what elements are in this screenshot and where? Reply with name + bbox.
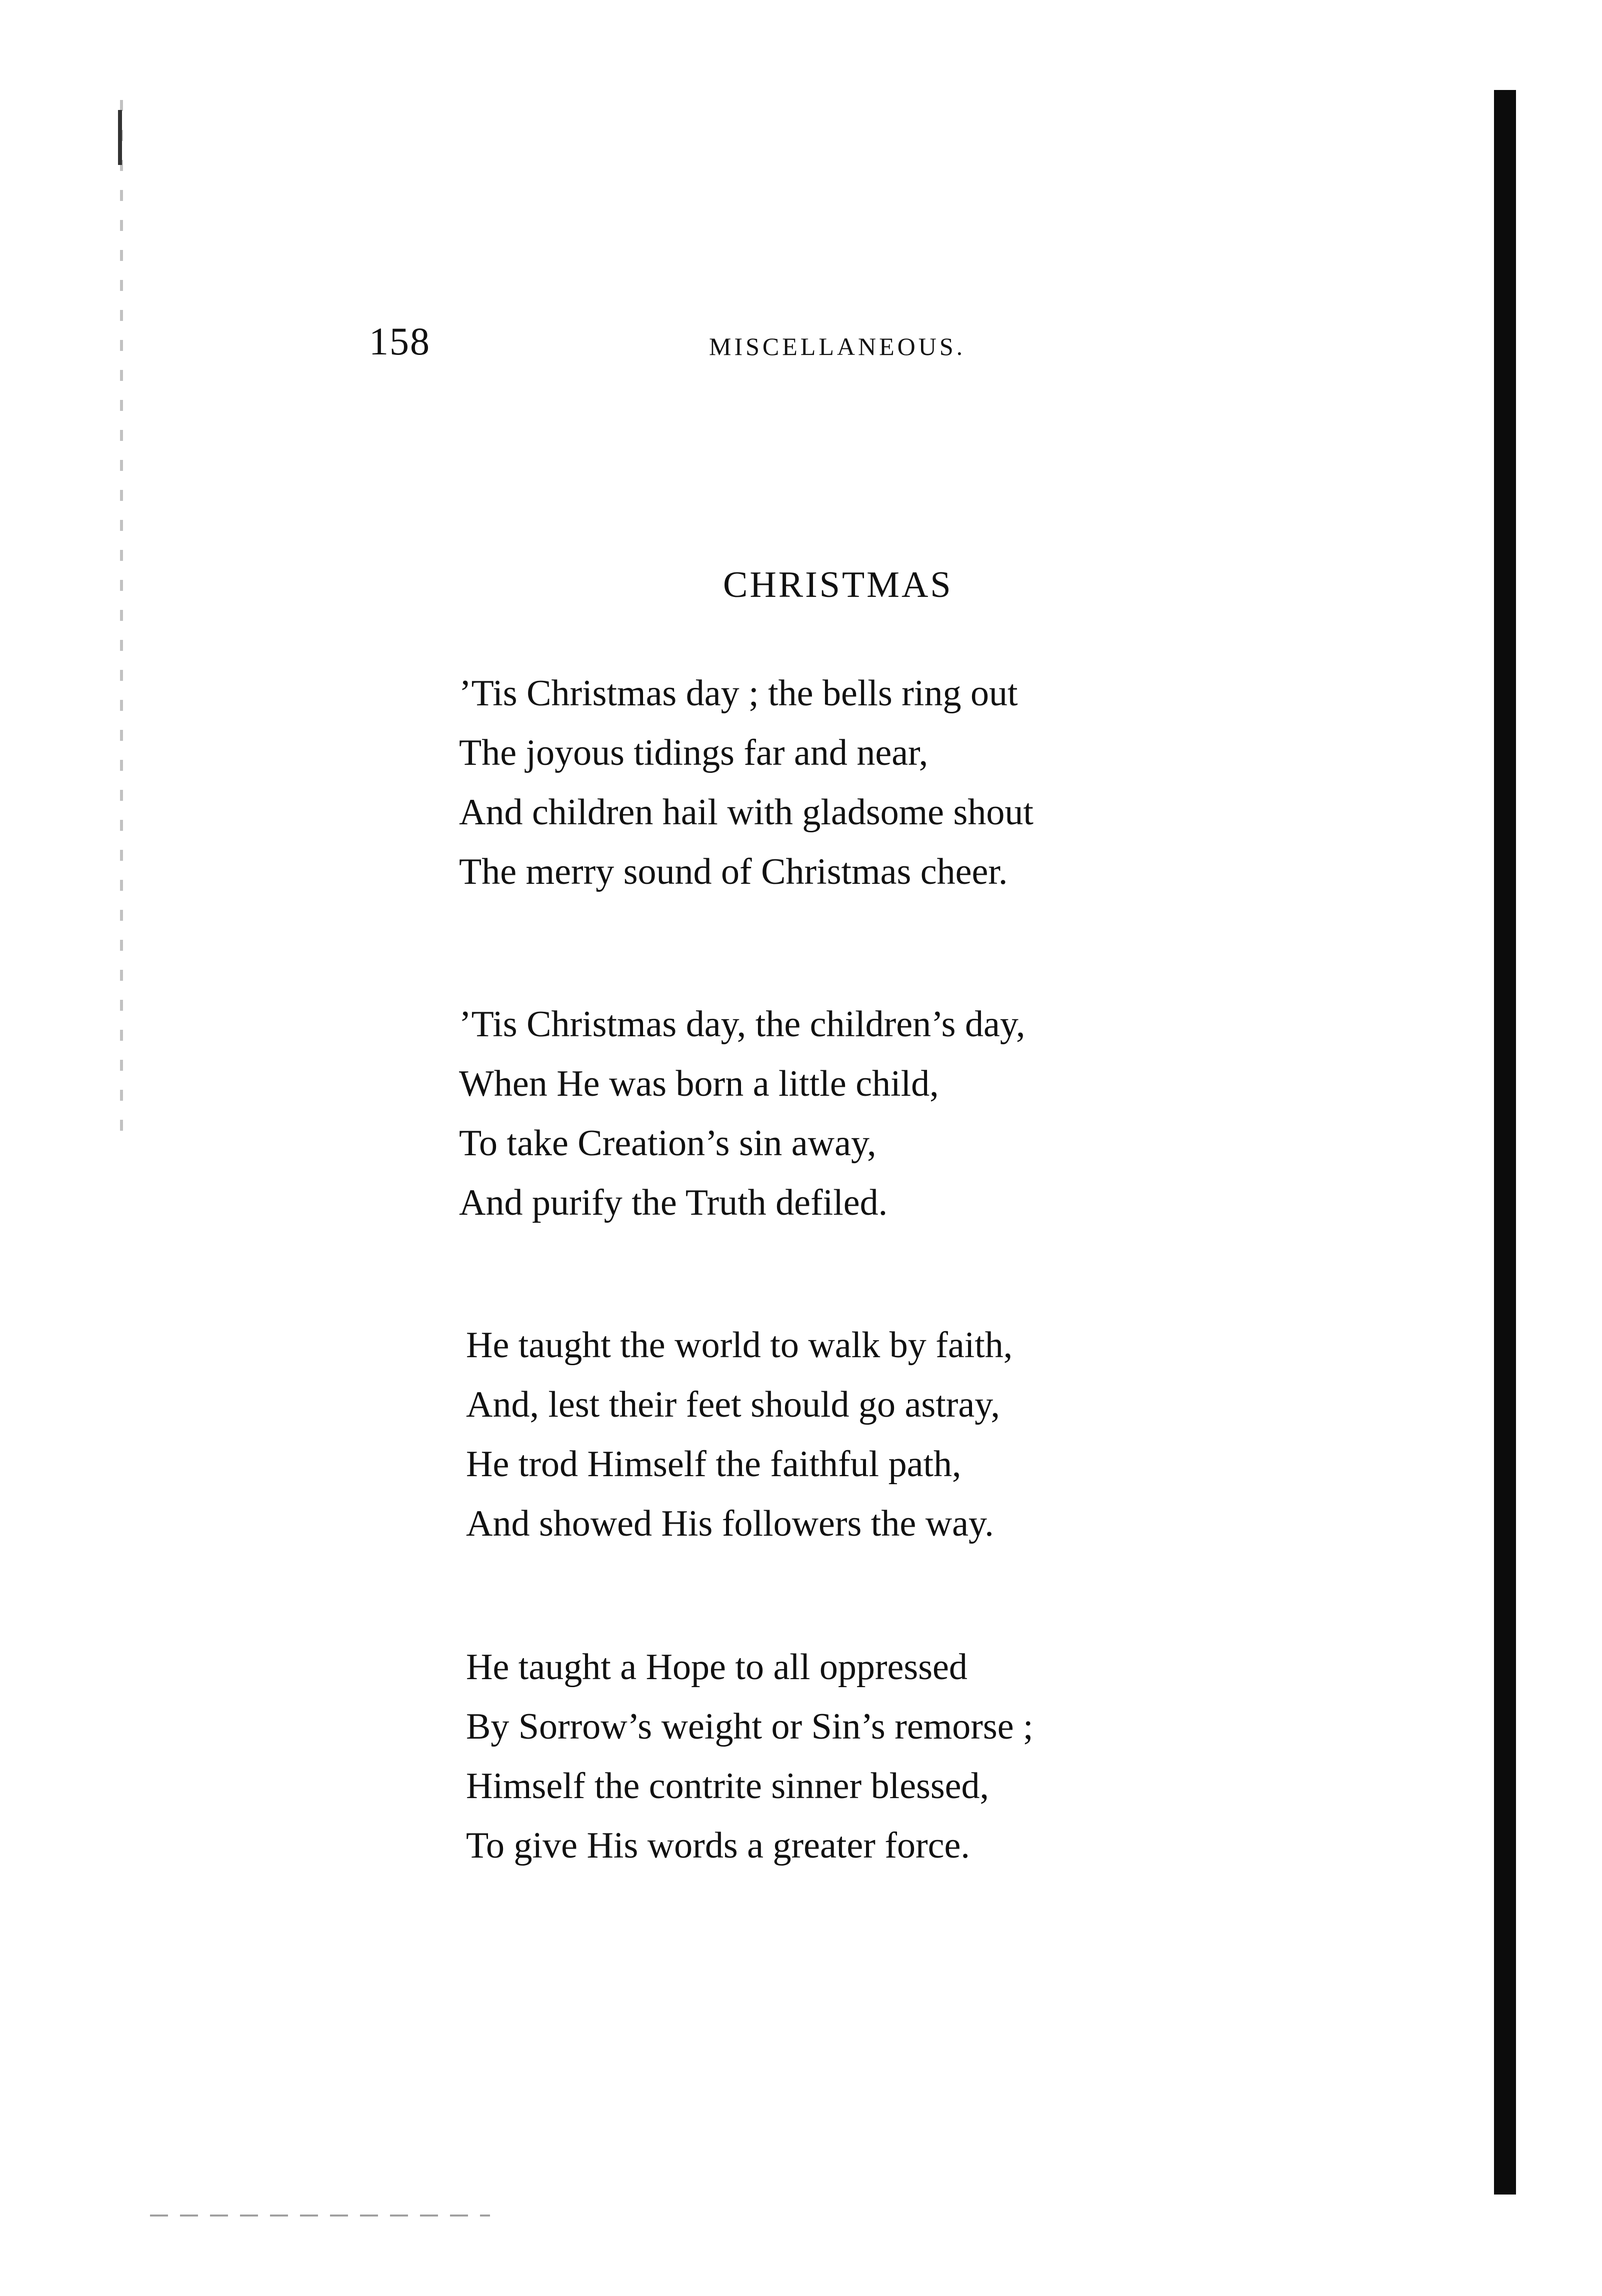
- poem-line: The joyous tidings far and near,: [459, 732, 928, 773]
- poem-title: CHRISTMAS: [723, 564, 953, 605]
- page-edge-shadow: [1494, 90, 1516, 2195]
- stanza-4: [466, 1638, 1034, 1876]
- binding-gutter-marks: [120, 100, 123, 1150]
- poem-line: The merry sound of Christmas cheer.: [459, 851, 1008, 892]
- poem-line: And, lest their feet should go astray,: [466, 1384, 1000, 1425]
- bottom-scan-marks: [150, 2215, 490, 2217]
- poem-line: And children hail with gladsome shout: [459, 792, 1034, 833]
- stanza-1: [459, 664, 1034, 902]
- gutter-mark: [118, 110, 122, 165]
- poem-line: To give His words a greater force.: [466, 1825, 970, 1866]
- poem-line: Himself the contrite sinner blessed,: [466, 1766, 990, 1807]
- poem-line: And purify the Truth defiled.: [459, 1182, 888, 1223]
- poem-line: By Sorrow’s weight or Sin’s remorse ;: [466, 1706, 1034, 1747]
- poem-line: He taught the world to walk by faith,: [466, 1325, 1013, 1366]
- poem-line: He trod Himself the faithful path,: [466, 1444, 962, 1485]
- poem-line: ’Tis Christmas day ; the bells ring out: [459, 673, 1018, 714]
- running-head: MISCELLANEOUS.: [709, 332, 966, 360]
- poem-line: He taught a Hope to all oppressed: [466, 1647, 968, 1688]
- stanza-2: [459, 995, 1026, 1233]
- poem-line: And showed His followers the way.: [466, 1503, 994, 1544]
- page-number: 158: [369, 319, 430, 363]
- poem-line: When He was born a little child,: [459, 1063, 939, 1104]
- stanza-3: [466, 1316, 1012, 1554]
- poem-line: ’Tis Christmas day, the children’s day,: [459, 1004, 1026, 1045]
- poem-line: To take Creation’s sin away,: [459, 1123, 876, 1164]
